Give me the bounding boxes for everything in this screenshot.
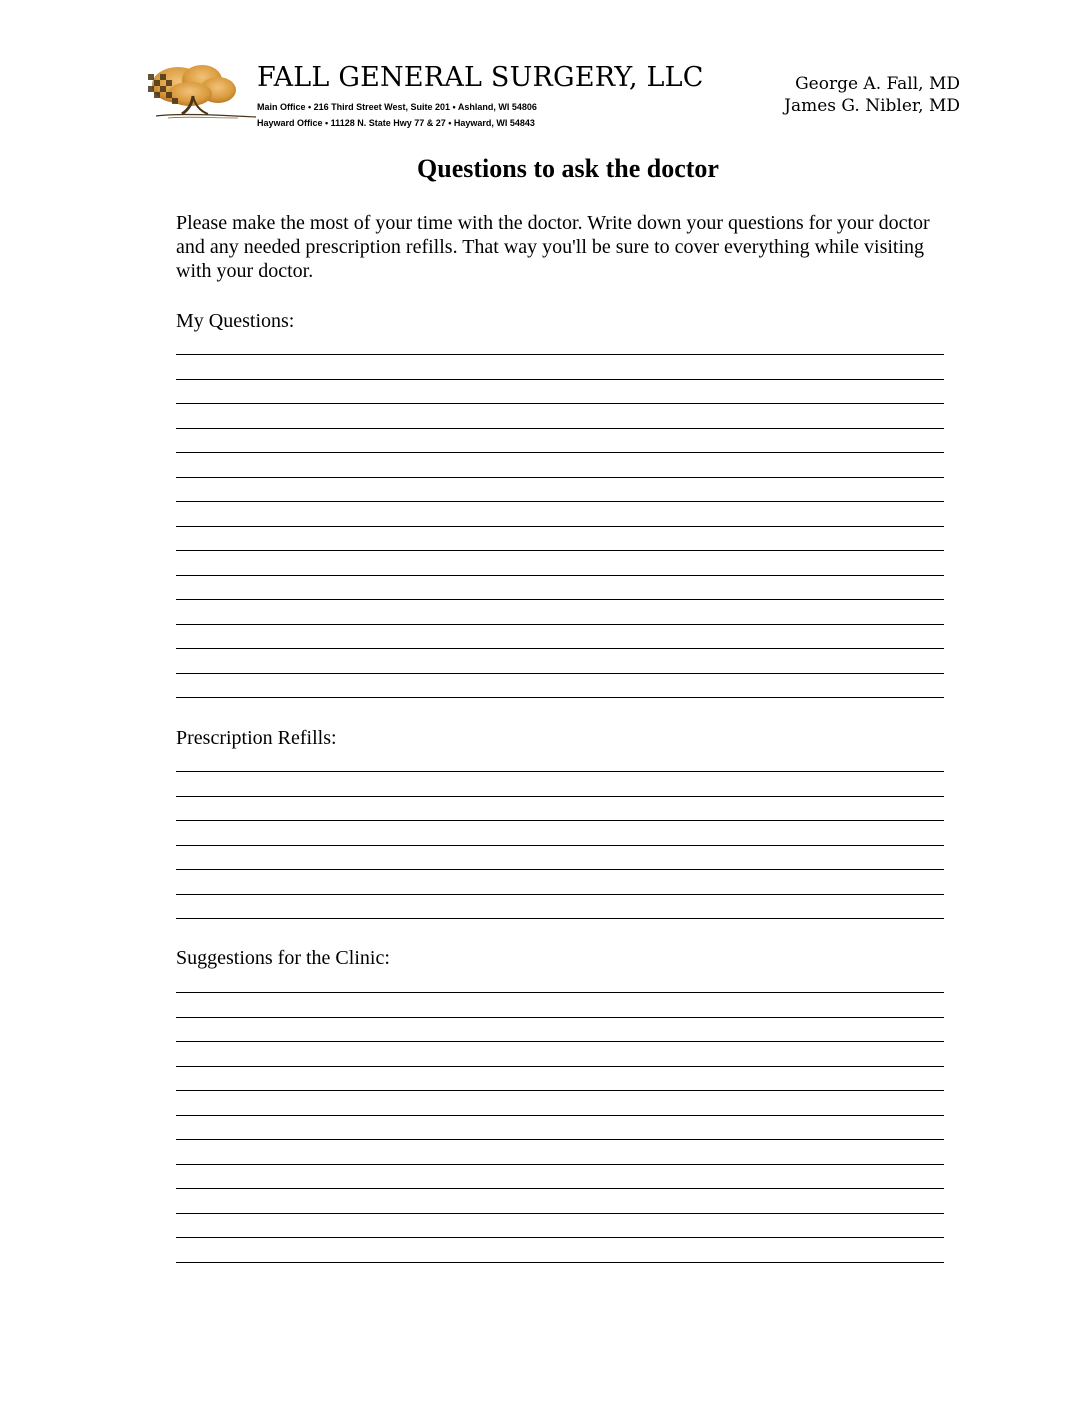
main-office-address: Main Office • 216 Third Street West, Suite 201 • Ashland, WI 54806	[257, 102, 537, 112]
write-line	[176, 354, 944, 355]
write-line	[176, 1041, 944, 1042]
write-line	[176, 648, 944, 649]
org-name: FALL GENERAL SURGERY, LLC	[257, 62, 704, 93]
write-line	[176, 697, 944, 698]
clinic-logo	[138, 60, 258, 122]
write-line	[176, 820, 944, 821]
intro-paragraph: Please make the most of your time with the doctor. Write down your questions for your doctor and any needed prescription refills. That way you'll be sure to cover everything while visiting with your doctor.	[176, 212, 930, 282]
write-line	[176, 624, 944, 625]
write-line	[176, 1188, 944, 1189]
write-line	[176, 526, 944, 527]
tree-logo-icon	[138, 60, 258, 122]
write-line	[176, 869, 944, 870]
write-line	[176, 918, 944, 919]
write-line	[176, 1213, 944, 1214]
write-line	[176, 1237, 944, 1238]
section-label-suggestions: Suggestions for the Clinic:	[176, 947, 390, 969]
write-line	[176, 501, 944, 502]
write-line	[176, 1164, 944, 1165]
write-line	[176, 428, 944, 429]
write-line	[176, 403, 944, 404]
write-line	[176, 1090, 944, 1091]
doctor-name-1: George A. Fall, MD	[795, 74, 960, 94]
write-line	[176, 1139, 944, 1140]
write-line	[176, 1262, 944, 1263]
section-label-questions: My Questions:	[176, 310, 295, 332]
write-line	[176, 1066, 944, 1067]
doctor-name-2: James G. Nibler, MD	[784, 96, 960, 116]
write-line	[176, 452, 944, 453]
write-line	[176, 1115, 944, 1116]
write-line	[176, 673, 944, 674]
write-line	[176, 796, 944, 797]
section-label-refills: Prescription Refills:	[176, 727, 337, 749]
write-line	[176, 1017, 944, 1018]
write-line	[176, 599, 944, 600]
write-line	[176, 575, 944, 576]
write-line	[176, 992, 944, 993]
write-line	[176, 477, 944, 478]
hayward-office-address: Hayward Office • 11128 N. State Hwy 77 & 27 • Hayward, WI 54843	[257, 118, 535, 128]
write-line	[176, 771, 944, 772]
page-title: Questions to ask the doctor	[417, 154, 719, 183]
write-line	[176, 379, 944, 380]
write-line	[176, 894, 944, 895]
write-line	[176, 845, 944, 846]
write-line	[176, 550, 944, 551]
